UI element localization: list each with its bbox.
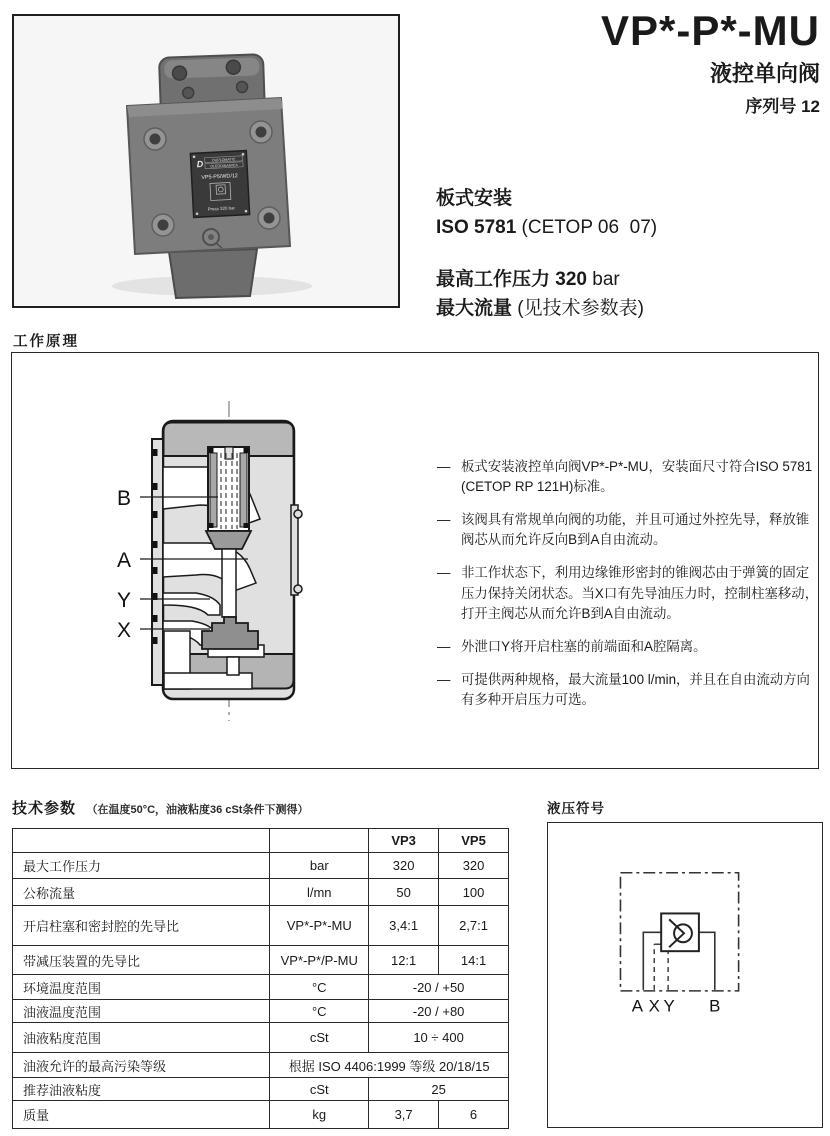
spec-unit: °C [270,1000,369,1023]
spec-label: 油液允许的最高污染等级 [13,1053,270,1078]
spec-unit: VP*-P*-MU [270,906,369,946]
nameplate-brand-line2: OLEODINAMICA [210,163,238,169]
spec-unit: cSt [270,1023,369,1053]
table-row [13,946,509,975]
header-vp3: VP3 [369,829,439,853]
bullet-dash: — [437,512,451,528]
valve-plug-center [208,234,214,240]
spec-label: 开启柱塞和密封腔的先导比 [13,906,270,946]
iso-detail: (CETOP 06 07) [516,217,658,238]
bullet-item [437,637,819,657]
table-row [13,1000,509,1023]
port-labels [117,487,131,642]
spec-vp3: 50 [369,879,439,906]
spec-vp3: 12:1 [369,946,439,975]
table-row [13,906,509,946]
series-number: 序列号 12 [745,97,820,116]
nameplate-model: VP5-P5/WD/12 [201,173,239,181]
spring-cartridge [208,447,249,531]
principle-bullets [437,457,819,723]
bullet-text: 板式安装液控单向阀VP*-P*-MU，安装面尺寸符合ISO 5781 (CETOP RP 121H)标准。 [461,459,813,495]
check-valve-square [661,913,699,951]
spec-unit: °C [270,975,369,1000]
masthead [600,7,820,117]
symbol-label-y: Y [663,996,675,1016]
intro-block [436,184,657,323]
spec-label: 环境温度范围 [13,975,270,1000]
bullet-item [437,457,819,497]
specs-note: （在温度50°C，油液粘度36 cSt条件下测得） [86,804,309,816]
bullet-text: 外泄口Y将开启柱塞的前端面和A腔隔离。 [461,638,707,654]
spec-vp5: 2,7:1 [439,906,509,946]
spec-unit: VP*-P*/P-MU [270,946,369,975]
table-header-row [13,829,509,853]
specs-title: 技术参数 [12,800,77,817]
mounting-face [152,439,163,685]
max-flow-line [436,294,657,323]
table-row [13,975,509,1000]
bullet-dash: — [437,459,451,474]
table-row [13,1078,509,1101]
intro-gap [436,242,657,265]
bullet-item [437,670,819,710]
max-flow-text: 最大流量 [436,298,513,319]
pressure-unit: bar [586,269,620,290]
spec-vp3: 3,4:1 [369,906,439,946]
right-seal-bottom [294,585,302,593]
hydraulic-symbol-diagram [548,823,822,1127]
port-label-a: A [116,549,132,572]
symbol-box [547,822,823,1128]
page-subtitle: 液控单向阀 [709,61,820,86]
port-label-b: B [116,487,132,510]
symbol-label-a: A [631,996,643,1016]
poppet-cone [206,531,251,549]
spec-vp3: 320 [369,853,439,879]
max-pressure-line [436,265,657,294]
port-label-x: X [116,619,132,642]
max-pressure-text: 最高工作压力 320 [436,269,587,290]
spec-unit: cSt [270,1078,369,1101]
symbol-heading: 液压符号 [547,801,605,816]
right-seal-top [294,510,302,518]
table-row [13,1023,509,1053]
symbol-label-b: B [709,996,721,1016]
page-title: VP*-P*-MU [600,7,820,54]
port-label-y: Y [116,589,132,612]
specs-table [12,828,509,1129]
spec-vp5: 100 [439,879,509,906]
spec-label: 油液粘度范围 [13,1023,270,1053]
bullet-text: 非工作状态下，利用边缘锥形密封的锥阀芯由于弹簧的固定压力保持关闭状态。当X口有先导油压力时，控制柱塞移动，打开主阀芯从而允许B到A自由流动。 [461,565,819,621]
spec-label: 质量 [13,1101,270,1129]
nameplate-brand-line1: DUPLOMATIC [212,157,236,163]
nameplate-pmax: Pmax 320 bar [207,205,236,212]
spec-span-value: -20 / +80 [369,1000,509,1023]
spec-span-value: -20 / +50 [369,975,509,1000]
iso-code: ISO 5781 [436,217,517,238]
spec-span-value: 10 ÷ 400 [369,1023,509,1053]
valve-bottom-flange [169,249,257,298]
principle-heading: 工作原理 [13,334,79,350]
bullet-dash: — [437,565,451,581]
principle-box [11,352,819,769]
bullet-text: 该阀具有常规单向阀的功能，并且可通过外控先导，释放锥阀芯从而允许反向B到A自由流动。 [461,512,810,548]
mounting-line: 板式安装 [436,188,513,209]
spec-unit: bar [270,853,369,879]
table-row [13,879,509,906]
spec-label: 油液温度范围 [13,1000,270,1023]
bullet-item [437,563,819,623]
spec-vp5: 14:1 [439,946,509,975]
bullet-dash: — [437,638,451,654]
spec-label: 公称流量 [13,879,270,906]
table-row [13,1053,509,1078]
product-photo-illustration [14,16,398,306]
spec-vp3: 3,7 [369,1101,439,1129]
header-unit-cell [270,829,369,853]
bullet-dash: — [437,671,451,687]
bullet-text: 可提供两种规格，最大流量100 l/min，并且在自由流动方向有多种开启压力可选。 [461,671,810,707]
table-row [13,1101,509,1129]
spec-fullspan-value: 根据 ISO 4406:1999 等级 20/18/15 [270,1053,509,1078]
iso-line [436,213,657,242]
spec-label: 最大工作压力 [13,853,270,879]
product-photo-frame [12,14,400,308]
spec-span-value: 25 [369,1078,509,1101]
header-label-cell [13,829,270,853]
spec-vp5: 320 [439,853,509,879]
nameplate-logo-letter: D [196,158,204,170]
piston-chamber-stem [227,657,239,675]
bullet-item [437,510,819,550]
max-flow-note: (见技术参数表) [512,298,644,319]
spec-label: 推荐油液粘度 [13,1078,270,1101]
spec-label: 带减压装置的先导比 [13,946,270,975]
spec-vp5: 6 [439,1101,509,1129]
specs-heading [12,797,308,818]
table-row [13,853,509,879]
valve-nameplate [190,151,249,218]
spec-unit: kg [270,1101,369,1129]
symbol-label-x: X [648,996,660,1016]
symbol-port-labels [632,997,721,1016]
spec-unit: l/mn [270,879,369,906]
header-vp5: VP5 [439,829,509,853]
